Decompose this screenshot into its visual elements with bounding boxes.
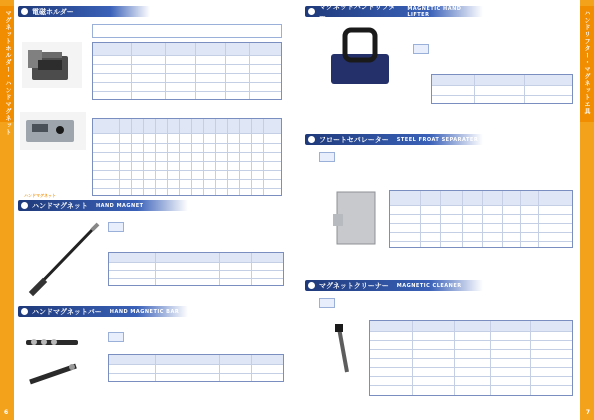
float-separator-table bbox=[389, 190, 573, 248]
float-separator-title: フロートセパレーター bbox=[319, 135, 389, 144]
usage-badge bbox=[319, 298, 335, 308]
left-page-number: 6 bbox=[4, 409, 9, 416]
hand-magnet-photo bbox=[24, 218, 106, 298]
hand-lifter-icon bbox=[315, 24, 405, 94]
table-row bbox=[93, 64, 281, 65]
table-row bbox=[93, 73, 281, 74]
table-row bbox=[93, 91, 281, 92]
holder-title: 電磁ホルダー bbox=[32, 7, 74, 16]
hand-lifter-section-header bbox=[305, 2, 483, 21]
holder-photo-2 bbox=[20, 112, 86, 150]
magnetic-bar-description bbox=[126, 330, 276, 352]
float-separator-english: STEEL FROAT SEPARATER bbox=[396, 136, 479, 143]
table-row bbox=[93, 55, 281, 56]
magnetic-cleaner-title: マグネットクリーナー bbox=[319, 281, 389, 290]
magnetic-bar-icon bbox=[22, 332, 82, 352]
magnetic-cleaner-english: MAGNETIC CLEANER bbox=[396, 282, 462, 289]
hand-lifter-description bbox=[431, 42, 571, 62]
magnetic-cleaner-photo bbox=[319, 322, 365, 378]
float-separator-description bbox=[337, 150, 569, 180]
control-box-icon bbox=[22, 42, 82, 88]
right-page bbox=[297, 0, 594, 420]
bullet-icon bbox=[21, 308, 28, 315]
hand-magnet-description bbox=[126, 220, 276, 248]
holder-spec-table-1 bbox=[92, 42, 282, 100]
usage-badge bbox=[108, 332, 124, 342]
usage-badge bbox=[108, 222, 124, 232]
float-separator-icon bbox=[319, 184, 389, 250]
magnetic-bar-table bbox=[108, 354, 284, 382]
holder-photo-1 bbox=[22, 42, 82, 88]
hand-magnet-section-header bbox=[18, 200, 188, 211]
holder-note-box bbox=[92, 24, 282, 38]
bullet-icon bbox=[308, 8, 315, 15]
float-separator-photo bbox=[319, 184, 389, 250]
usage-badge bbox=[319, 152, 335, 162]
magnetic-bar-english: HAND MAGNETIC BAR bbox=[109, 308, 180, 315]
magnetic-bar-photo-1 bbox=[22, 332, 82, 352]
right-tab-title: ハンドリフター・マグネットエ具 bbox=[583, 10, 590, 115]
magnetic-cleaner-description bbox=[337, 296, 569, 314]
left-tab-title: マグネットホルダー・ハンドマグネット bbox=[4, 10, 11, 136]
hand-magnet-title: ハンドマグネット bbox=[32, 201, 88, 210]
bullet-icon bbox=[308, 282, 315, 289]
bullet-icon bbox=[308, 136, 315, 143]
hand-lifter-photo bbox=[315, 24, 405, 94]
magnetic-bar-title: ハンドマグネットバー bbox=[32, 307, 102, 316]
magnetic-cleaner-icon bbox=[319, 322, 365, 378]
hand-lifter-english: MAGNETIC HAND LIFTER bbox=[407, 5, 462, 18]
hand-magnet-kicker: ハンドマグネット bbox=[24, 193, 56, 198]
magnetic-bar-section-header bbox=[18, 306, 188, 317]
magnetic-bar-icon-2 bbox=[24, 360, 82, 388]
holder-section-header bbox=[18, 6, 150, 17]
bullet-icon bbox=[21, 202, 28, 209]
holder-spec-table-2 bbox=[92, 118, 282, 196]
hand-lifter-title: マグネットハンドリフター bbox=[319, 2, 396, 21]
right-page-number: 7 bbox=[585, 409, 590, 416]
bullet-icon bbox=[21, 8, 28, 15]
table-header bbox=[93, 43, 281, 55]
hand-magnet-tool-icon bbox=[24, 218, 106, 298]
usage-badge bbox=[413, 44, 429, 54]
hand-lifter-table bbox=[431, 74, 573, 104]
float-separator-section-header bbox=[305, 134, 483, 145]
table-header bbox=[93, 119, 281, 133]
magnetic-cleaner-table bbox=[369, 320, 573, 396]
hand-magnet-english: HAND MAGNET bbox=[95, 202, 144, 209]
holder-unit-icon bbox=[20, 112, 86, 150]
hand-magnet-table bbox=[108, 252, 284, 286]
magnetic-cleaner-section-header bbox=[305, 280, 483, 291]
table-row bbox=[93, 82, 281, 83]
magnetic-bar-photo-2 bbox=[24, 360, 82, 388]
